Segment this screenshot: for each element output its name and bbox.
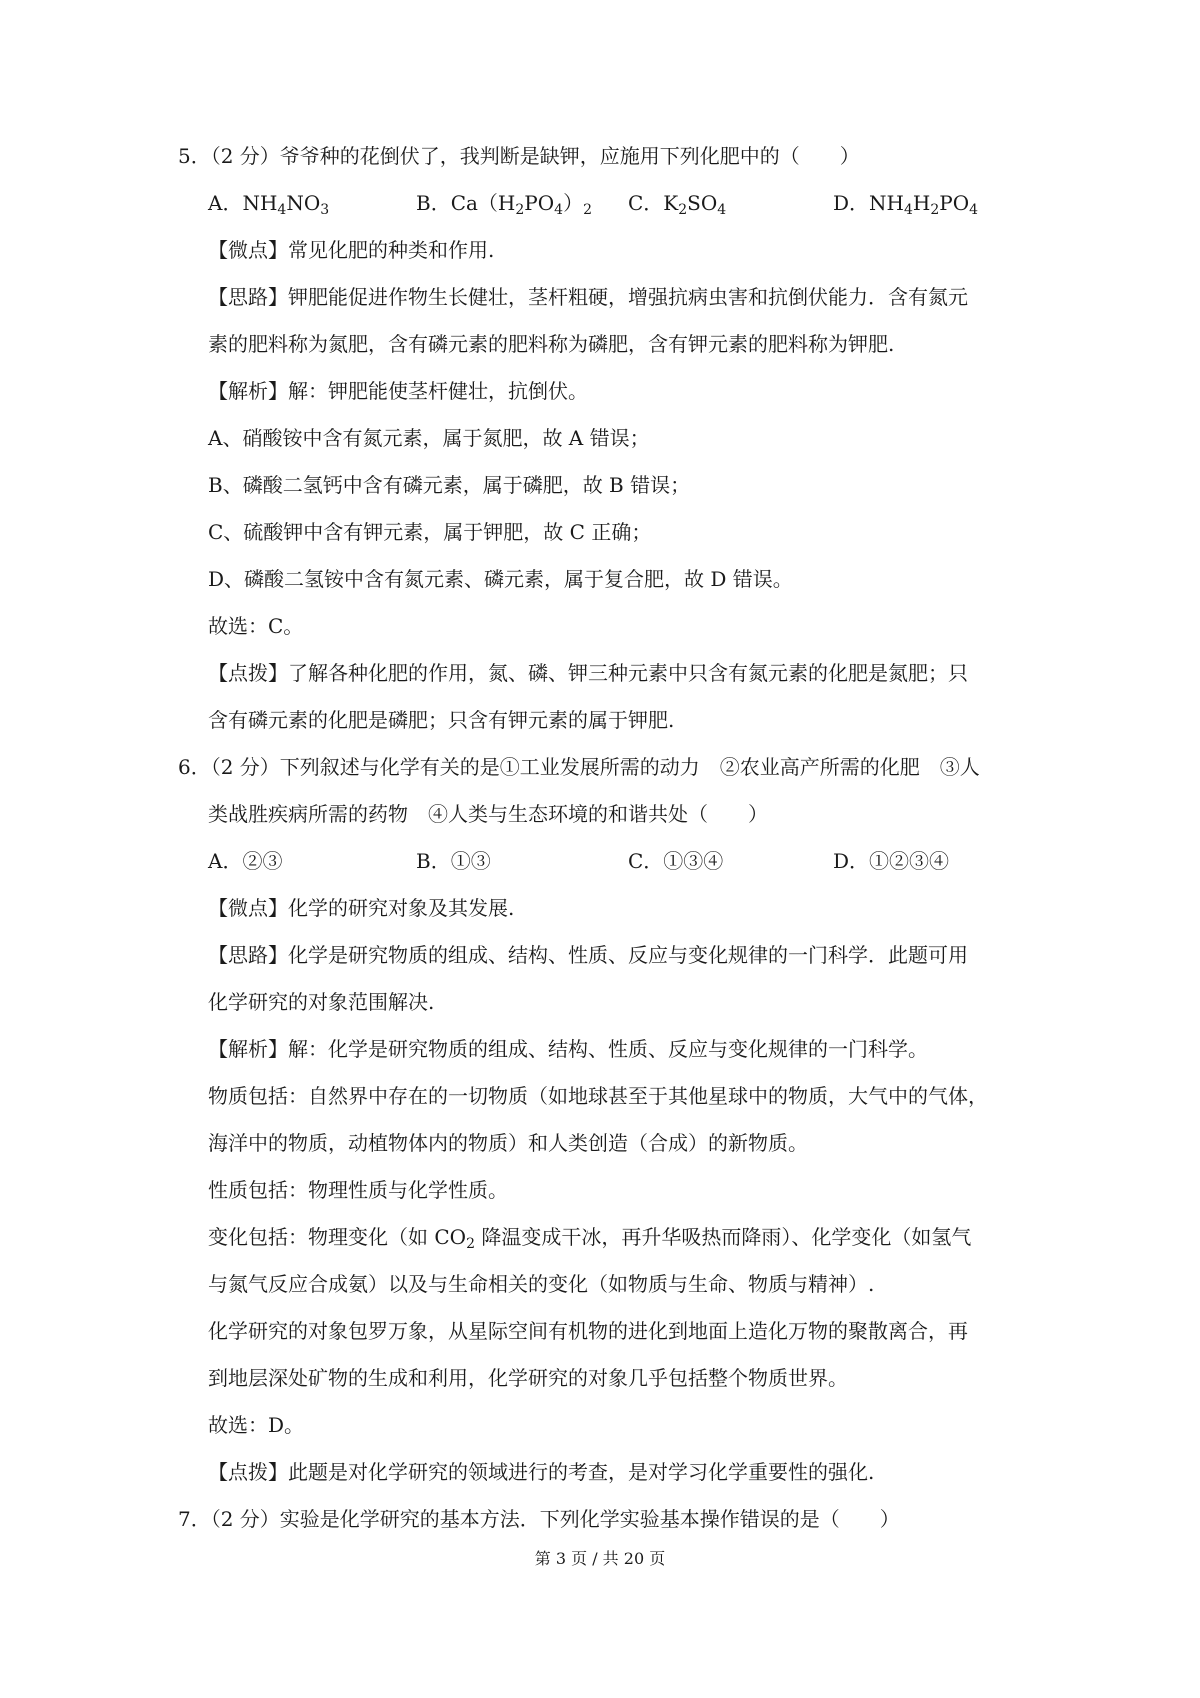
q5-option-a: A．$NH_4NO_3$ bbox=[208, 191, 330, 218]
q6-wuzhi-line1: 物质包括：自然界中存在的一切物质（如地球甚至于其他星球中的物质，大气中的气体， bbox=[208, 1084, 988, 1108]
q5-silu-line1: 【思路】钾肥能促进作物生长健壮，茎杆粗硬，增强抗病虫害和抗倒伏能力．含有氮元 bbox=[208, 285, 968, 309]
q5-dianbo-line2: 含有磷元素的化肥是磷肥；只含有钾元素的属于钾肥. bbox=[208, 708, 675, 732]
q7-stem: 7．（2 分）实验是化学研究的基本方法．下列化学实验基本操作错误的是（ ） bbox=[178, 1507, 900, 1531]
q6-weidian: 【微点】化学的研究对象及其发展. bbox=[208, 896, 515, 920]
q5-analysis-b: B、磷酸二氢钙中含有磷元素，属于磷肥，故 B 错误； bbox=[208, 473, 691, 497]
q6-dianbo: 【点拨】此题是对化学研究的领域进行的考查，是对学习化学重要性的强化. bbox=[208, 1460, 875, 1484]
q5-jiexi: 【解析】解：钾肥能使茎杆健壮，抗倒伏。 bbox=[208, 379, 588, 403]
q6-option-c: C．①③④ bbox=[628, 849, 724, 873]
q6-duixiang-line2: 到地层深处矿物的生成和利用，化学研究的对象几乎包括整个物质世界。 bbox=[208, 1366, 848, 1390]
q6-silu-line1: 【思路】化学是研究物质的组成、结构、性质、反应与变化规律的一门科学．此题可用 bbox=[208, 943, 968, 967]
q6-stem-line1: 6．（2 分）下列叙述与化学有关的是①工业发展所需的动力 ②农业高产所需的化肥 ③人 bbox=[178, 755, 980, 779]
q5-stem: 5．（2 分）爷爷种的花倒伏了，我判断是缺钾，应施用下列化肥中的（ ） bbox=[178, 144, 860, 168]
q5-silu-line2: 素的肥料称为氮肥，含有磷元素的肥料称为磷肥，含有钾元素的肥料称为钾肥. bbox=[208, 332, 895, 356]
q6-duixiang-line1: 化学研究的对象包罗万象，从星际空间有机物的进化到地面上造化万物的聚散离合，再 bbox=[208, 1319, 968, 1343]
q5-option-d: D．$NH_4H_2PO_4$ bbox=[833, 191, 979, 218]
page-footer: 第 3 页 / 共 20 页 bbox=[534, 1549, 666, 1568]
q6-jiexi: 【解析】解：化学是研究物质的组成、结构、性质、反应与变化规律的一门科学。 bbox=[208, 1037, 928, 1061]
q6-option-b: B．①③ bbox=[416, 849, 491, 873]
q6-xingzhi: 性质包括：物理性质与化学性质。 bbox=[208, 1178, 508, 1202]
q5-analysis-c: C、硫酸钾中含有钾元素，属于钾肥，故 C 正确； bbox=[208, 520, 652, 544]
q6-option-d: D．①②③④ bbox=[833, 849, 950, 873]
q5-answer: 故选：C。 bbox=[208, 614, 304, 638]
q6-silu-line2: 化学研究的对象范围解决. bbox=[208, 990, 435, 1014]
q5-option-c: C．$K_2SO_4$ bbox=[628, 191, 727, 218]
q6-bianhua-line1: 变化包括：物理变化（如 $CO_2$ 降温变成干冰，再升华吸热而降雨）、化学变化（如氢气 bbox=[208, 1225, 972, 1252]
q5-weidian: 【微点】常见化肥的种类和作用. bbox=[208, 238, 495, 262]
q6-stem-line2: 类战胜疾病所需的药物 ④人类与生态环境的和谐共处（ ） bbox=[208, 802, 768, 826]
q6-answer: 故选：D。 bbox=[208, 1413, 305, 1437]
q5-option-b: B．$Ca(H_2PO_4)_2$ bbox=[416, 191, 592, 218]
q6-wuzhi-line2: 海洋中的物质，动植物体内的物质）和人类创造（合成）的新物质。 bbox=[208, 1131, 808, 1155]
q6-option-a: A．②③ bbox=[208, 849, 283, 873]
q6-bianhua-line2: 与氮气反应合成氨）以及与生命相关的变化（如物质与生命、物质与精神）. bbox=[208, 1272, 875, 1296]
q5-analysis-d: D、磷酸二氢铵中含有氮元素、磷元素，属于复合肥，故 D 错误。 bbox=[208, 567, 793, 591]
q5-dianbo-line1: 【点拨】了解各种化肥的作用，氮、磷、钾三种元素中只含有氮元素的化肥是氮肥；只 bbox=[208, 661, 968, 685]
q5-analysis-a: A、硝酸铵中含有氮元素，属于氮肥，故 A 错误； bbox=[208, 426, 650, 450]
